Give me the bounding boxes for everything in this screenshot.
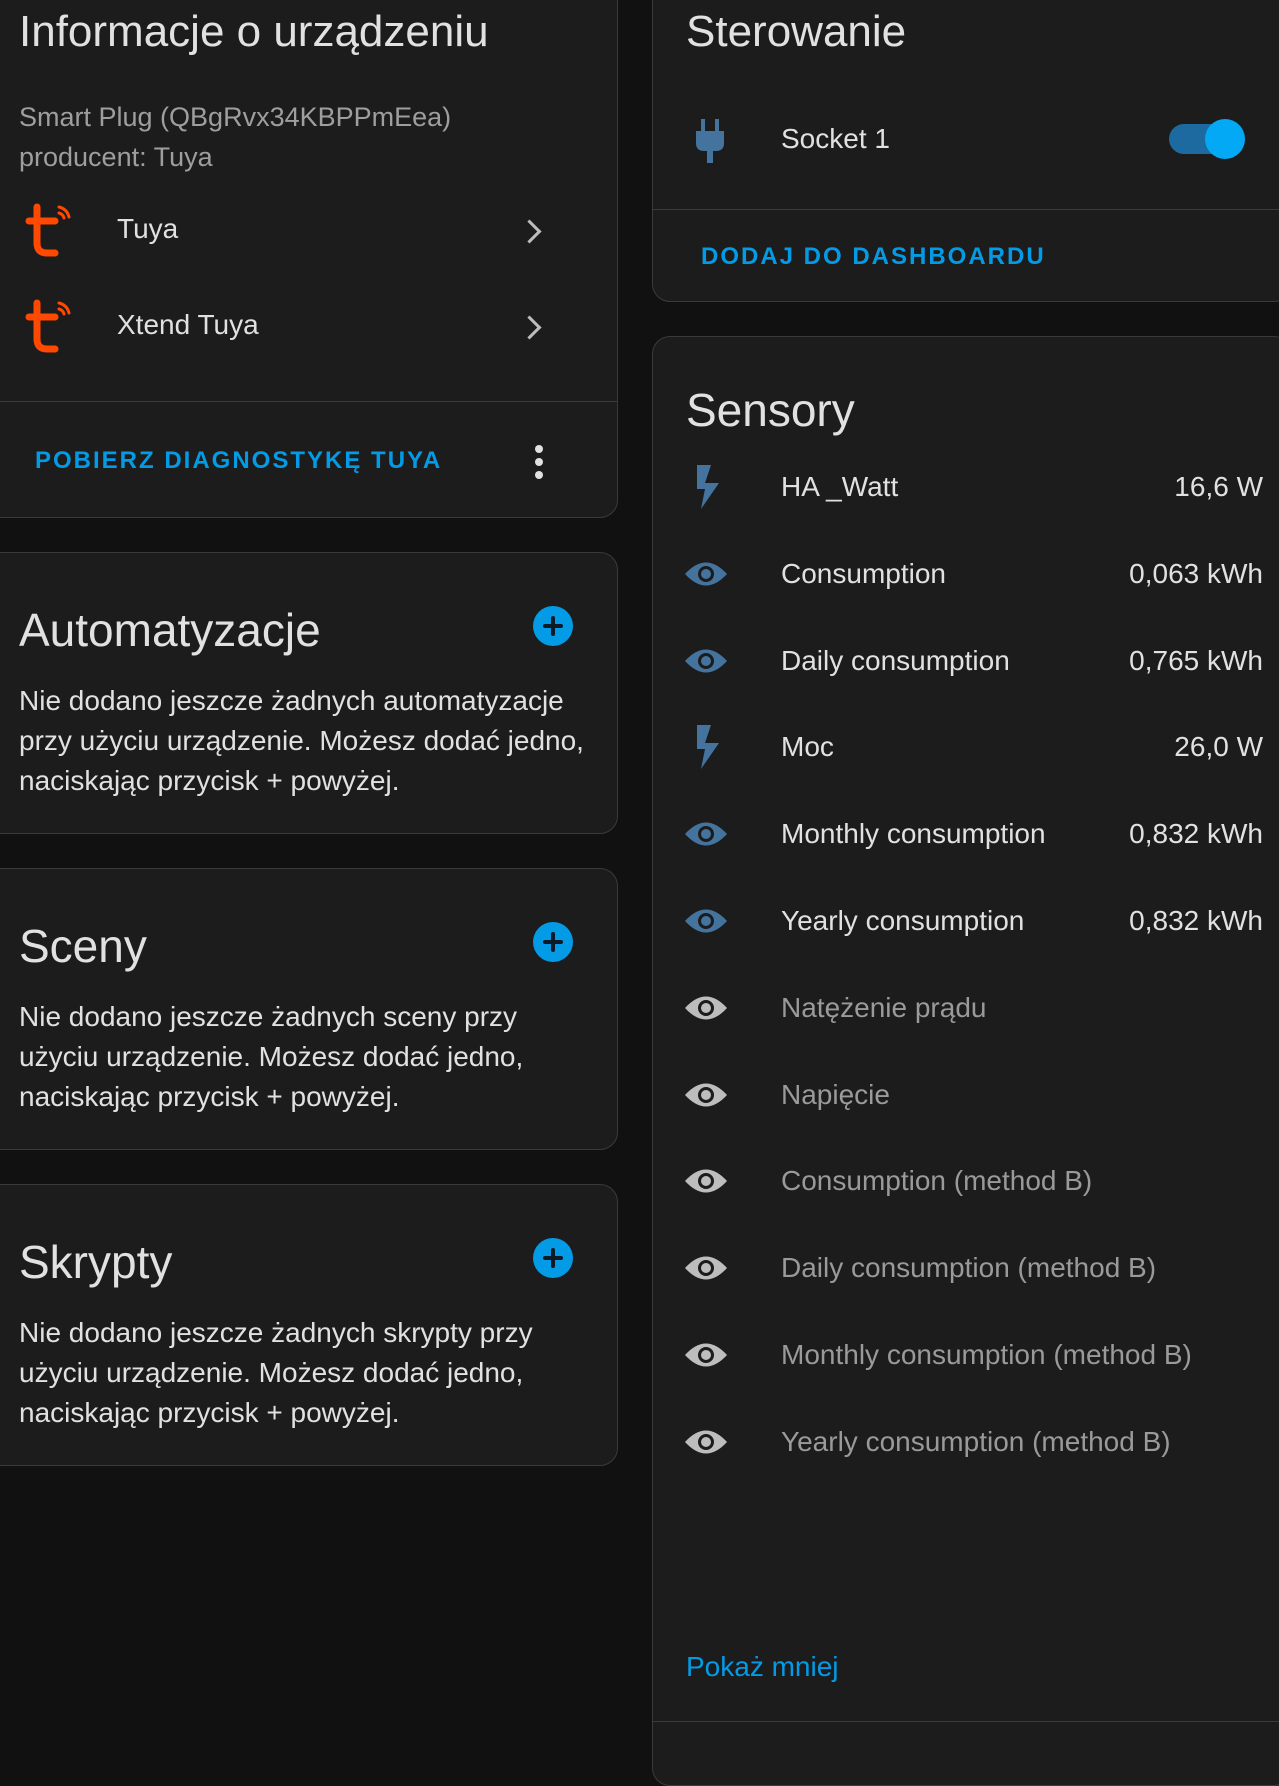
eye-icon bbox=[683, 819, 729, 854]
automations-card bbox=[0, 552, 618, 834]
card-divider bbox=[0, 401, 617, 402]
flash-icon bbox=[693, 465, 723, 514]
show-less-link[interactable]: Pokaż mniej bbox=[686, 1651, 839, 1682]
switch-label: Socket 1 bbox=[781, 123, 890, 154]
more-vert-icon[interactable] bbox=[535, 445, 543, 484]
add-automation-button[interactable] bbox=[533, 606, 573, 646]
scenes-title: Sceny bbox=[19, 920, 147, 972]
scripts-card bbox=[0, 1184, 618, 1466]
device-info-card bbox=[0, 0, 618, 518]
sensor-value: 0,063 kWh bbox=[1129, 557, 1263, 589]
integration-item-tuya[interactable] bbox=[1, 197, 561, 267]
controls-title: Sterowanie bbox=[686, 7, 907, 56]
card-divider bbox=[653, 209, 1279, 210]
sensor-label: HA _Watt bbox=[781, 471, 899, 502]
toggle-knob bbox=[1205, 119, 1245, 159]
eye-icon bbox=[683, 559, 729, 594]
eye-icon bbox=[683, 1166, 729, 1201]
sensor-row[interactable] bbox=[653, 534, 1279, 614]
sensor-label: Napięcie bbox=[781, 1078, 890, 1110]
sensor-row[interactable] bbox=[653, 447, 1279, 527]
sensor-row[interactable] bbox=[653, 881, 1279, 961]
sensor-row[interactable] bbox=[653, 1055, 1279, 1135]
sensor-value: 0,832 kWh bbox=[1129, 818, 1263, 850]
sensor-value: 26,0 W bbox=[1174, 731, 1263, 763]
sensor-label: Moc bbox=[781, 731, 834, 763]
sensor-label: Daily consumption (method B) bbox=[781, 1252, 1157, 1284]
automations-empty-text: Nie dodano jeszcze żadnych automatyzacje przy użyciu urządzenie. Możesz dodać jedno, naciskając przycisk + powyżej. bbox=[19, 685, 584, 796]
automations-title: Automatyzacje bbox=[19, 604, 321, 656]
sensor-value: 0,832 kWh bbox=[1129, 905, 1263, 936]
sensor-label: Daily consumption bbox=[781, 644, 1010, 676]
sensor-row[interactable] bbox=[653, 621, 1279, 701]
eye-icon bbox=[683, 993, 729, 1028]
sensor-row[interactable] bbox=[653, 1141, 1279, 1221]
sensor-value: 16,6 W bbox=[1174, 471, 1263, 502]
sensor-label: Monthly consumption (method B) bbox=[781, 1339, 1192, 1370]
tuya-logo-icon bbox=[25, 299, 75, 355]
socket-1-toggle[interactable] bbox=[1169, 124, 1241, 154]
sensor-row[interactable] bbox=[653, 1402, 1279, 1482]
add-script-button[interactable] bbox=[533, 1238, 573, 1278]
scripts-title: Skrypty bbox=[19, 1236, 173, 1288]
scenes-empty-text: Nie dodano jeszcze żadnych sceny przy użyciu urządzenie. Możesz dodać jedno, naciskając przycisk + powyżej. bbox=[19, 1001, 524, 1112]
power-plug-icon bbox=[693, 119, 727, 163]
sensor-label: Monthly consumption bbox=[781, 818, 1046, 850]
sensor-row[interactable] bbox=[653, 794, 1279, 874]
card-divider bbox=[653, 1721, 1279, 1722]
flash-icon bbox=[693, 725, 723, 774]
sensor-value: 0,765 kWh bbox=[1129, 644, 1263, 676]
sensor-row[interactable] bbox=[653, 1228, 1279, 1308]
eye-icon bbox=[683, 1080, 729, 1115]
scenes-card bbox=[0, 868, 618, 1150]
device-manufacturer: producent: Tuya bbox=[19, 142, 213, 172]
chevron-right-icon bbox=[517, 219, 541, 243]
integration-item-xtend-tuya[interactable] bbox=[1, 293, 561, 363]
sensors-card bbox=[652, 336, 1279, 1786]
sensor-label: Natężenie prądu bbox=[781, 991, 987, 1023]
eye-icon bbox=[683, 1340, 729, 1375]
eye-icon bbox=[683, 1427, 729, 1462]
sensors-title: Sensory bbox=[686, 384, 855, 436]
eye-icon bbox=[683, 1253, 729, 1288]
integration-label: Tuya bbox=[117, 213, 179, 244]
sensor-label: Yearly consumption bbox=[781, 905, 1025, 936]
sensor-row[interactable] bbox=[653, 1315, 1279, 1395]
sensor-label: Yearly consumption (method B) bbox=[781, 1425, 1171, 1457]
add-to-dashboard-button[interactable]: DODAJ DO DASHBOARDU bbox=[701, 243, 1046, 270]
controls-card bbox=[652, 0, 1279, 302]
add-scene-button[interactable] bbox=[533, 922, 573, 962]
tuya-logo-icon bbox=[25, 203, 75, 259]
sensor-label: Consumption bbox=[781, 557, 946, 589]
download-diagnostics-button[interactable]: POBIERZ DIAGNOSTYKĘ TUYA bbox=[35, 447, 443, 474]
eye-icon bbox=[683, 646, 729, 681]
sensor-label: Consumption (method B) bbox=[781, 1165, 1093, 1197]
sensor-row[interactable] bbox=[653, 968, 1279, 1048]
eye-icon bbox=[683, 906, 729, 941]
sensor-row[interactable] bbox=[653, 707, 1279, 787]
chevron-right-icon bbox=[517, 315, 541, 339]
scripts-empty-text: Nie dodano jeszcze żadnych skrypty przy użyciu urządzenie. Możesz dodać jedno, naciskając przycisk + powyżej. bbox=[19, 1317, 533, 1428]
integration-label: Xtend Tuya bbox=[117, 309, 259, 340]
device-model: Smart Plug (QBgRvx34KBPPmEea) bbox=[19, 102, 452, 132]
device-info-title: Informacje o urządzeniu bbox=[19, 7, 489, 56]
